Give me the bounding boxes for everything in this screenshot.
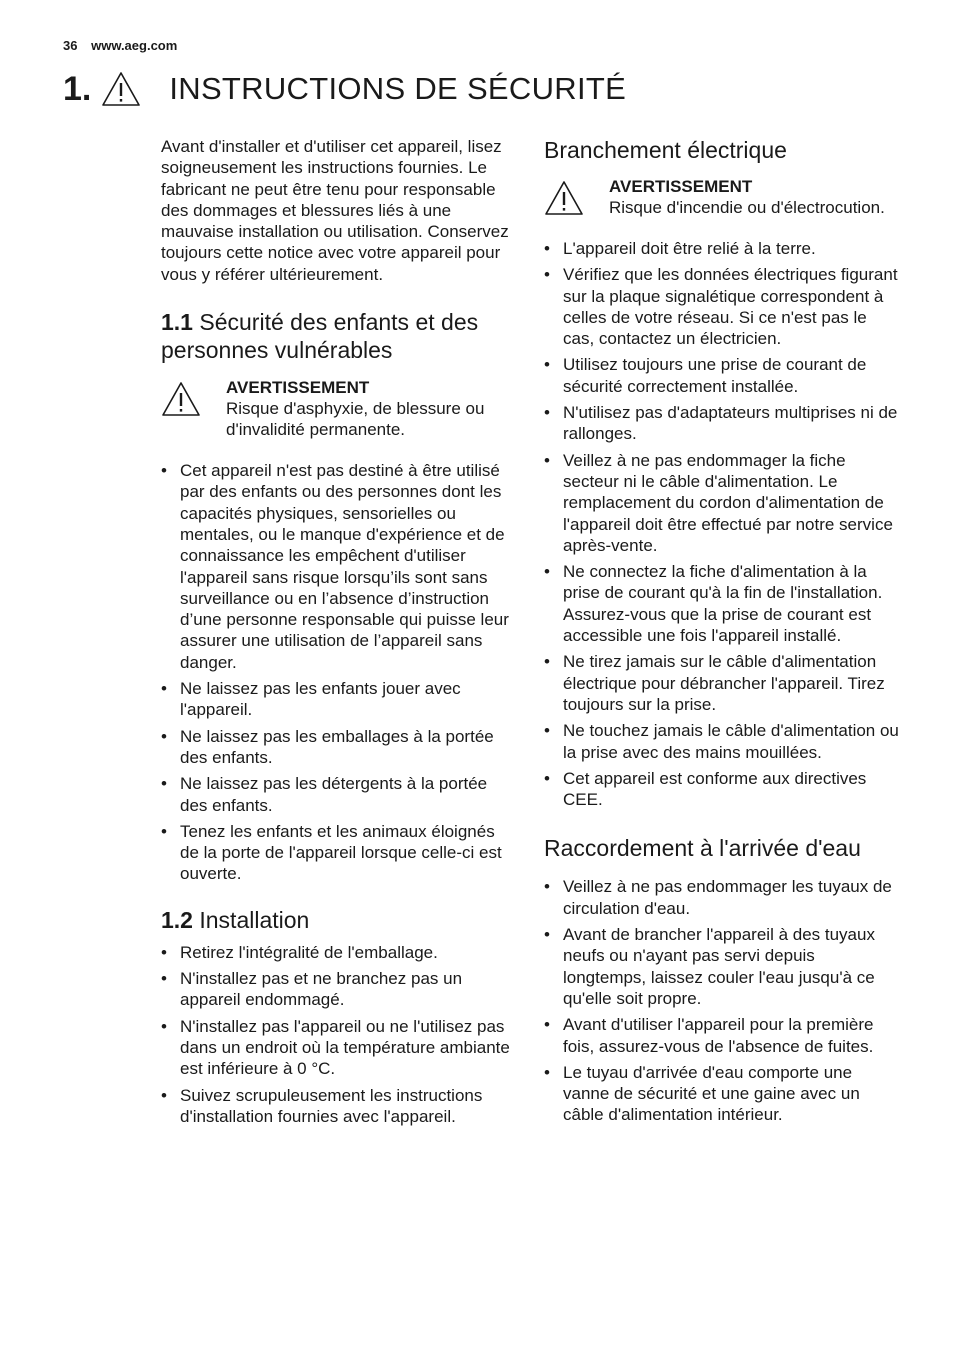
- electrical-list: [544, 238, 900, 810]
- list-item: • Retirez l'intégralité de l'emballage.: [161, 942, 513, 963]
- list-item: • Cet appareil n'est pas destiné à être utilisé par des enfants ou des personnes dont les capacités physiques, sensorielles ou mentales, ou le manque d'expérience et de connaissance les empêchent d'utiliser l'appareil sans risque lorsqu’ils sont sans surveillance ou en l’absence d’instruction d’une personne responsable qui puisse leur assurer une utilisation de l’appareil sans danger.: [161, 460, 513, 673]
- chapter-title: [63, 66, 626, 112]
- warning-triangle-icon: [101, 71, 141, 107]
- warning-box-electrical: [544, 176, 900, 218]
- section-1-2-heading: [161, 906, 513, 934]
- list-item: • N'utilisez pas d'adaptateurs multiprises ni de rallonges.: [544, 402, 900, 445]
- list-item: • Tenez les enfants et les animaux éloignés de la porte de l'appareil lorsque celle-ci est ouverte.: [161, 821, 513, 885]
- page-header: [63, 38, 187, 53]
- section-number: 1.1: [161, 309, 193, 336]
- warning-label: AVERTISSEMENT: [226, 378, 370, 398]
- list-item: • Utilisez toujours une prise de courant de sécurité correctement installée.: [544, 354, 900, 397]
- list-item: • Cet appareil est conforme aux directives CEE.: [544, 768, 900, 811]
- website-url: www.aeg.com: [91, 38, 178, 53]
- list-item: • Le tuyau d'arrivée d'eau comporte une vanne de sécurité et une gaine avec un câble d'alimentation intérieur.: [544, 1062, 900, 1126]
- chapter-title-text: INSTRUCTIONS DE SÉCURITÉ: [169, 71, 627, 106]
- page-number: 36: [63, 38, 78, 53]
- warning-text: Risque d'asphyxie, de blessure ou d'invalidité permanente.: [226, 399, 485, 440]
- section-title: Sécurité des enfants et des personnes vulnérables: [161, 309, 479, 364]
- electrical-heading: Branchement électrique: [544, 137, 787, 163]
- section-1-1-heading: [161, 308, 513, 364]
- list-item: • Suivez scrupuleusement les instructions d'installation fournies avec l'appareil.: [161, 1085, 513, 1128]
- warning-text: Risque d'incendie ou d'électrocution.: [609, 198, 885, 217]
- intro-paragraph: Avant d'installer et d'utiliser cet appareil, lisez soigneusement les instructions fournies. Le fabricant ne peut être tenu pour responsable des dommages et blessures liés à une mauvaise installation ou utilisation. Conservez toujours cette notice avec votre appareil pour vous y référer ultérieurement.: [161, 137, 509, 284]
- section-title: Installation: [199, 906, 310, 933]
- list-item: • Ne laissez pas les emballages à la portée des enfants.: [161, 726, 513, 769]
- list-item: • N'installez pas et ne branchez pas un appareil endommagé.: [161, 968, 513, 1011]
- warning-triangle-icon: [544, 180, 584, 216]
- list-item: • Veillez à ne pas endommager les tuyaux de circulation d'eau.: [544, 876, 900, 919]
- chapter-number: 1.: [63, 69, 92, 108]
- section-number: 1.2: [161, 906, 193, 933]
- warning-box-children: [161, 377, 513, 440]
- children-safety-list: [161, 460, 513, 885]
- water-list: [544, 876, 900, 1125]
- warning-triangle-icon: [161, 381, 201, 417]
- list-item: • Ne tirez jamais sur le câble d'alimentation électrique pour débrancher l'appareil. Tirez toujours sur la prise.: [544, 651, 900, 715]
- list-item: • Ne laissez pas les détergents à la portée des enfants.: [161, 773, 513, 816]
- list-item: • Ne laissez pas les enfants jouer avec l'appareil.: [161, 678, 513, 721]
- list-item: • Vérifiez que les données électriques figurant sur la plaque signalétique correspondent à celles de votre réseau. Si ce n'est pas le cas, contactez un électricien.: [544, 264, 900, 349]
- water-heading: Raccordement à l'arrivée d'eau: [544, 835, 861, 862]
- installation-list: [161, 942, 513, 1127]
- warning-label: AVERTISSEMENT: [609, 177, 753, 196]
- list-item: • Veillez à ne pas endommager la fiche secteur ni le câble d'alimentation. Le remplacement du cordon d'alimentation de l'appareil doit être effectué par notre service après-vente.: [544, 450, 900, 556]
- list-item: • L'appareil doit être relié à la terre.: [544, 238, 900, 259]
- list-item: • Ne touchez jamais le câble d'alimentation ou la prise avec des mains mouillées.: [544, 720, 900, 763]
- list-item: • N'installez pas l'appareil ou ne l'utilisez pas dans un endroit où la température ambiante est inférieure à 0 °C.: [161, 1016, 513, 1080]
- list-item: • Avant d'utiliser l'appareil pour la première fois, assurez-vous de l'absence de fuites.: [544, 1014, 900, 1057]
- list-item: • Avant de brancher l'appareil à des tuyaux neufs ou n'ayant pas servi depuis longtemps, laissez couler l'eau jusqu'à ce qu'elle soit propre.: [544, 924, 900, 1009]
- list-item: • Ne connectez la fiche d'alimentation à la prise de courant qu'à la fin de l'installation. Assurez-vous que la prise de courant est accessible une fois l'appareil installé.: [544, 561, 900, 646]
- left-column: [161, 136, 513, 1132]
- right-column: [544, 136, 900, 1131]
